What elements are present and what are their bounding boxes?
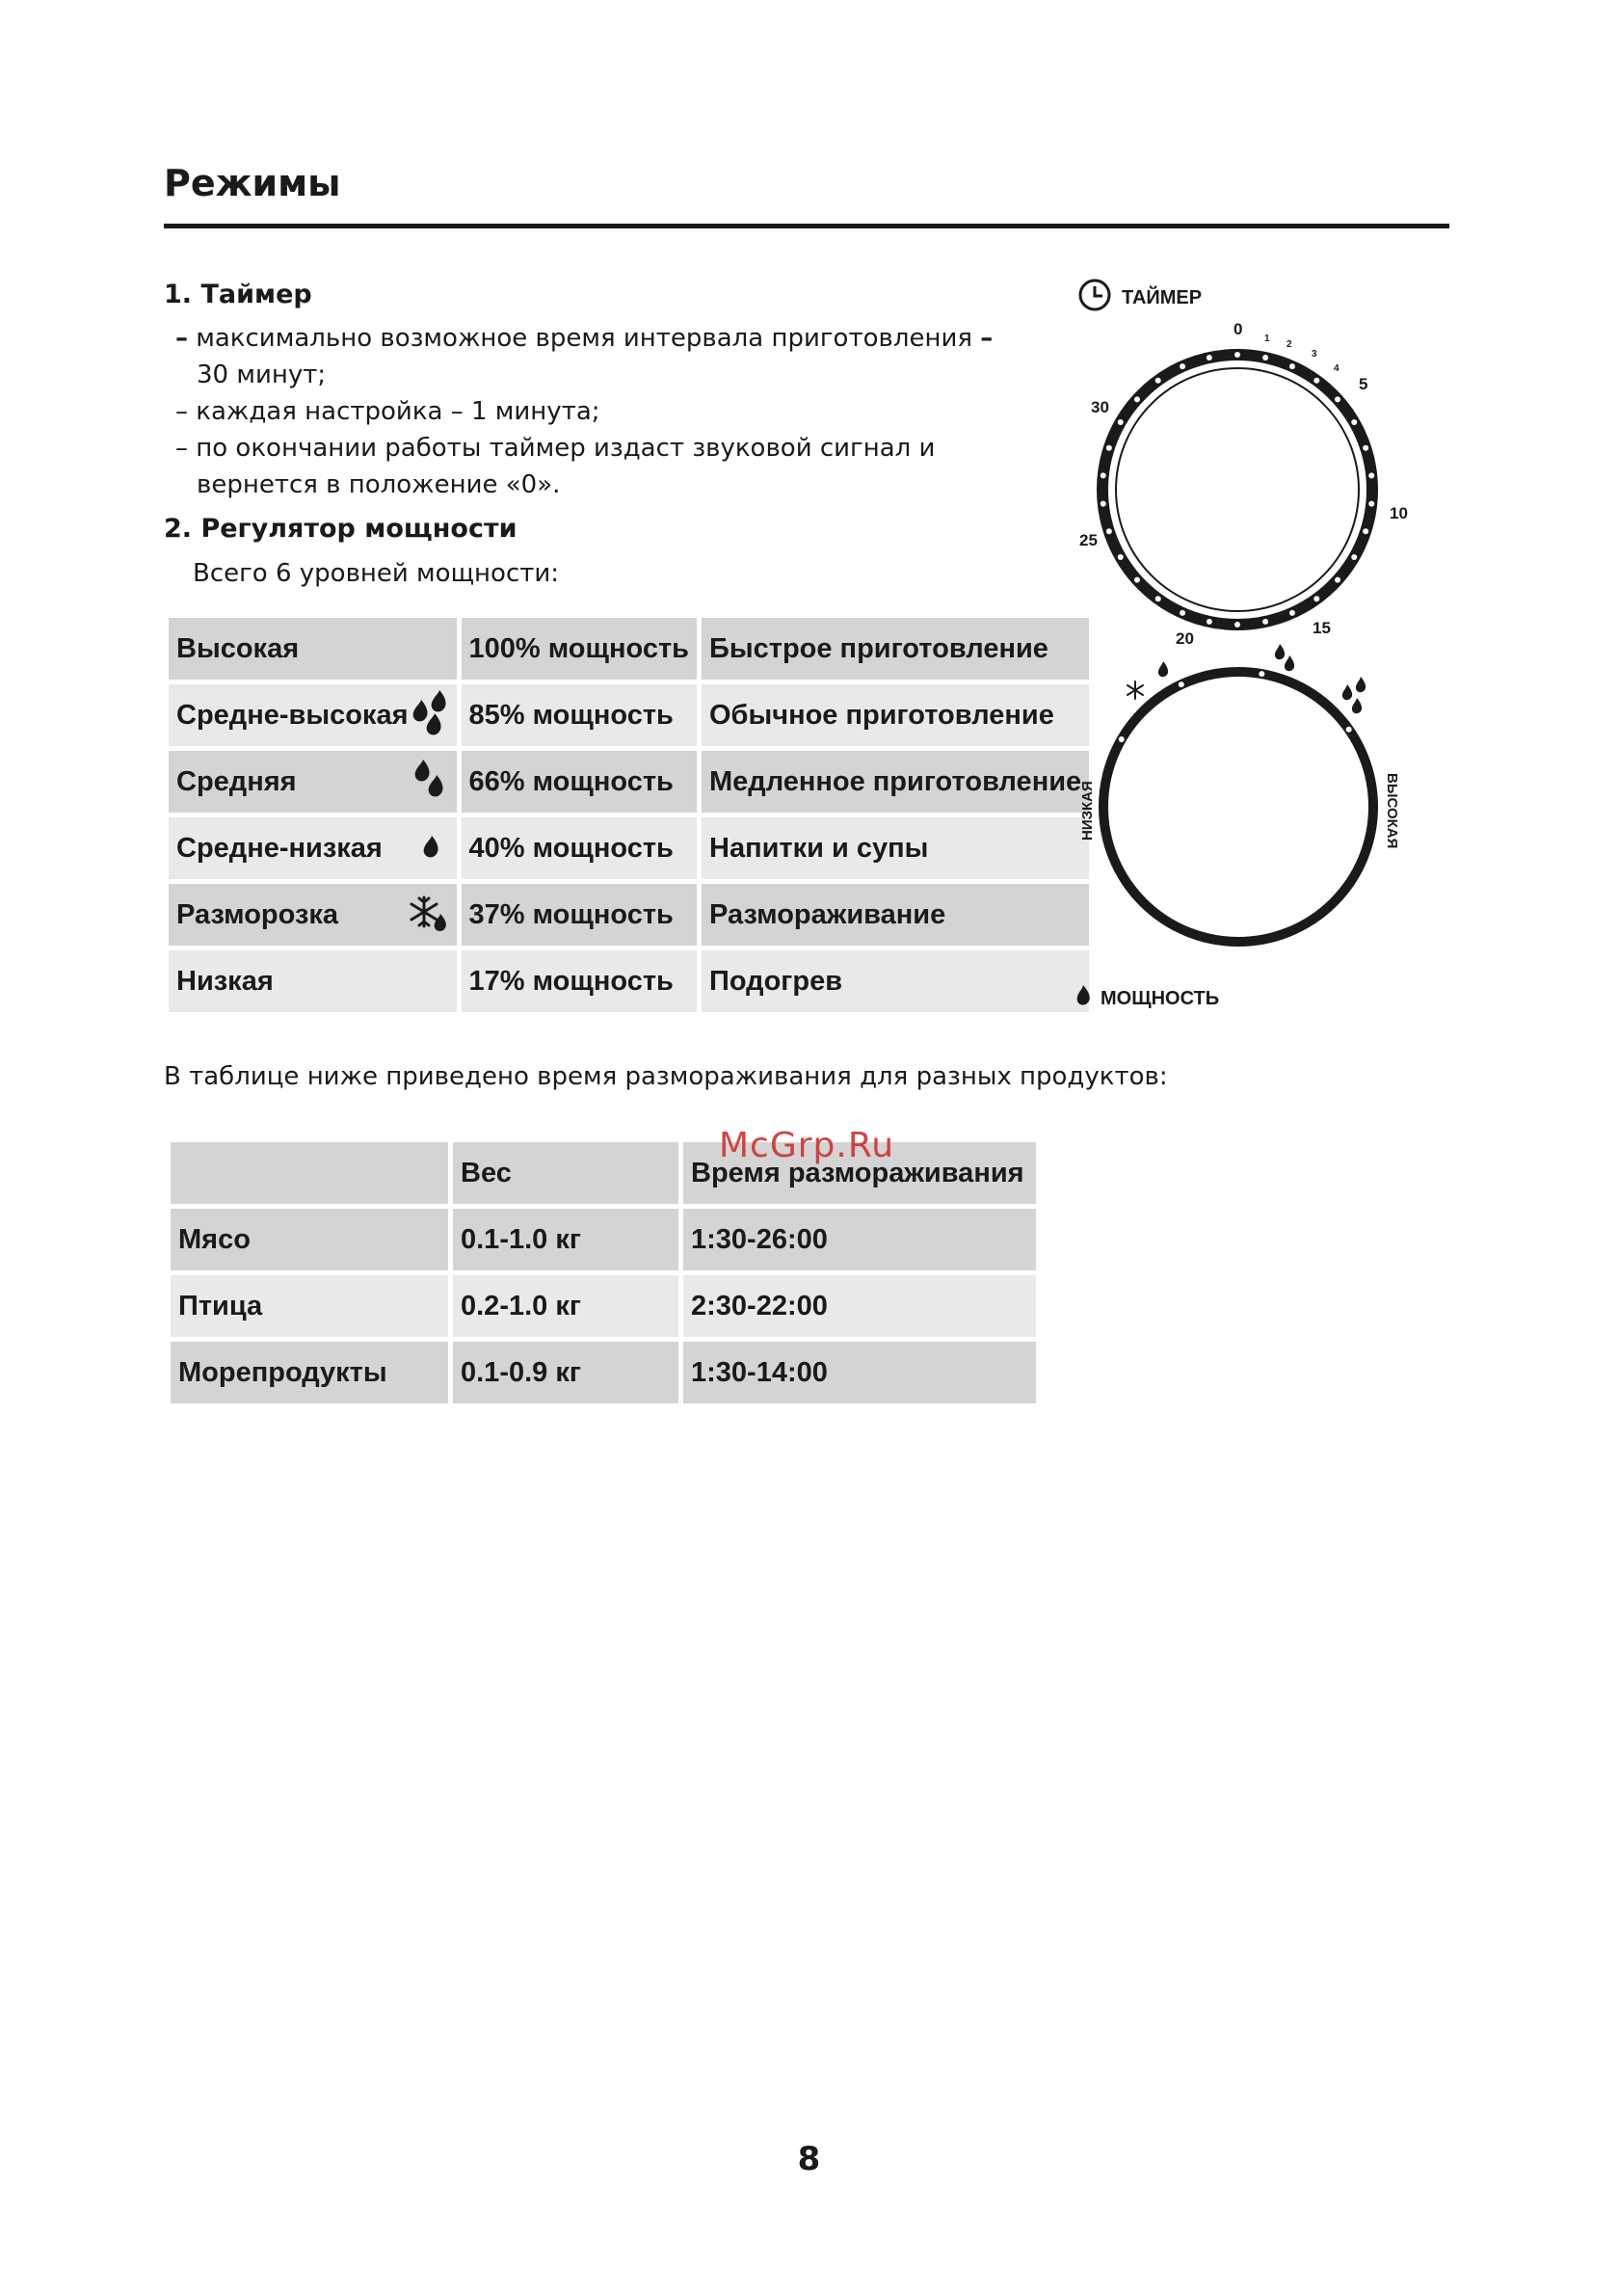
- power-tick-dot: [1346, 727, 1352, 733]
- level-power: 40% мощность: [462, 817, 698, 879]
- product-name: Птица: [171, 1275, 448, 1337]
- timer-mark-1: 1: [1264, 334, 1270, 344]
- level-power: 100% мощность: [462, 618, 698, 680]
- timer-tick-dot: [1313, 378, 1319, 384]
- level-name: Средне-низкая: [176, 832, 383, 864]
- header-time: Время размораживания: [683, 1142, 1036, 1204]
- power-tick-dot: [1179, 681, 1184, 687]
- table-row: [169, 684, 1089, 746]
- timer-tick-dot: [1313, 596, 1319, 601]
- level-name-cell: [169, 618, 457, 680]
- level-name: Средне-высокая: [176, 699, 409, 731]
- level-power: 85% мощность: [462, 684, 698, 746]
- timer-tick-dot: [1207, 355, 1212, 360]
- power-dial-ring[interactable]: [1103, 672, 1373, 942]
- timer-mark-3: 3: [1312, 349, 1317, 360]
- level-name-cell: [169, 684, 457, 746]
- timer-tick-dot: [1234, 352, 1240, 358]
- timer-mark-2: 2: [1286, 339, 1292, 350]
- level-purpose: Обычное приготовление: [702, 684, 1089, 746]
- timer-line-1-text: максимально возможное время интервала приготовления: [188, 324, 981, 353]
- timer-tick-dot: [1262, 619, 1268, 625]
- timer-tick-dot: [1155, 596, 1161, 601]
- timer-tick-dot: [1289, 610, 1295, 616]
- timer-tick-dot: [1262, 355, 1268, 360]
- timer-dial-label: ТАЙМЕР: [1122, 287, 1203, 308]
- table-row: [171, 1275, 1036, 1337]
- level-name: Низкая: [176, 965, 274, 997]
- timer-tick-dot: [1134, 396, 1140, 402]
- level-purpose: Напитки и супы: [702, 817, 1089, 879]
- level-name-cell: [169, 751, 457, 813]
- power-dial-low-label: НИЗКАЯ: [1079, 781, 1096, 841]
- page-number: 8: [797, 2140, 821, 2178]
- timer-line-1: [175, 320, 1043, 357]
- timer-tick-dot: [1335, 396, 1340, 402]
- defrost-table: [166, 1137, 1041, 1408]
- power-dial-label: МОЩНОСТЬ: [1101, 988, 1220, 1009]
- timer-tick-dot: [1118, 419, 1124, 425]
- timer-line-5: вернется в положение «0».: [197, 470, 561, 499]
- timer-mark-0: 0: [1233, 320, 1243, 338]
- timer-tick-dot: [1101, 472, 1106, 478]
- table-row: [171, 1209, 1036, 1270]
- timer-tick-dot: [1368, 501, 1374, 507]
- timer-tick-dot: [1363, 528, 1368, 534]
- timer-tick-dot: [1351, 554, 1357, 560]
- product-weight: 0.2-1.0 кг: [453, 1275, 678, 1337]
- power-tick-dot: [1119, 736, 1125, 742]
- level-name: Разморозка: [176, 898, 339, 930]
- table-row: [169, 884, 1089, 946]
- timer-tick-dot: [1101, 501, 1106, 507]
- timer-mark-30: 30: [1091, 398, 1109, 416]
- timer-mark-10: 10: [1390, 504, 1408, 522]
- level-name: Высокая: [176, 632, 300, 664]
- header-weight: Вес: [453, 1142, 678, 1204]
- timer-tick-dot: [1180, 610, 1185, 616]
- timer-mark-5: 5: [1359, 375, 1368, 393]
- two-drops-icon: [1275, 644, 1294, 671]
- timer-tick-dot: [1363, 445, 1368, 451]
- timer-line-3: – каждая настройка – 1 минута;: [175, 397, 600, 426]
- table-row: [169, 817, 1089, 879]
- timer-tick-dot: [1234, 622, 1240, 627]
- level-name-cell: [169, 884, 457, 946]
- timer-mark-4: 4: [1334, 363, 1339, 374]
- page-title: Режимы: [164, 162, 341, 204]
- timer-line-1-dash: –: [175, 324, 188, 353]
- timer-tick-dot: [1351, 419, 1357, 425]
- timer-tick-dot: [1207, 619, 1212, 625]
- power-tick-dot: [1259, 671, 1264, 677]
- snowflake-icon: [1127, 681, 1143, 699]
- control-dials: [1060, 260, 1446, 1031]
- timer-tick-dot: [1180, 363, 1185, 369]
- level-name-cell: [169, 950, 457, 1012]
- table-row: [169, 950, 1089, 1012]
- header-empty: [171, 1142, 448, 1204]
- level-name: Средняя: [176, 765, 297, 797]
- clock-icon: [1080, 280, 1109, 309]
- power-levels-table: [164, 613, 1094, 1017]
- defrost-intro: В таблице ниже приведено время размораживания для разных продуктов:: [164, 1062, 1168, 1091]
- table-header-row: [171, 1142, 1036, 1204]
- table-row: [169, 751, 1089, 813]
- three-drops-icon: [1342, 677, 1366, 713]
- product-name: Мясо: [171, 1209, 448, 1270]
- three-drops-icon: [409, 688, 449, 742]
- timer-tick-dot: [1289, 363, 1295, 369]
- product-weight: 0.1-1.0 кг: [453, 1209, 678, 1270]
- power-dial-high-label: ВЫСОКАЯ: [1384, 773, 1400, 849]
- timer-line-2: 30 минут;: [197, 360, 327, 389]
- power-drop-icon: [1077, 985, 1090, 1005]
- snowflake-drop-icon: [409, 894, 449, 935]
- level-purpose: Быстрое приготовление: [702, 618, 1089, 680]
- timer-tick-dot: [1155, 378, 1161, 384]
- timer-mark-25: 25: [1079, 531, 1098, 549]
- product-time: 1:30-26:00: [683, 1209, 1036, 1270]
- timer-dial-inner-ring: [1116, 368, 1359, 611]
- timer-mark-20: 20: [1176, 629, 1194, 648]
- one-drop-icon: [420, 834, 441, 863]
- product-time: 1:30-14:00: [683, 1342, 1036, 1403]
- product-time: 2:30-22:00: [683, 1275, 1036, 1337]
- level-purpose: Размораживание: [702, 884, 1089, 946]
- level-power: 17% мощность: [462, 950, 698, 1012]
- timer-tick-dot: [1134, 577, 1140, 583]
- product-weight: 0.1-0.9 кг: [453, 1342, 678, 1403]
- timer-tick-dot: [1106, 445, 1112, 451]
- timer-line-1-dash-end: –: [980, 324, 994, 353]
- timer-description: [175, 320, 1043, 503]
- timer-line-4: – по окончании работы таймер издаст звуковой сигнал и: [175, 434, 936, 463]
- timer-tick-dot: [1335, 577, 1340, 583]
- timer-tick-dot: [1118, 554, 1124, 560]
- drop-icon: [1158, 661, 1168, 677]
- watermark: McGrp.Ru: [719, 1126, 895, 1165]
- product-name: Морепродукты: [171, 1342, 448, 1403]
- timer-mark-15: 15: [1313, 619, 1331, 637]
- level-purpose: Медленное приготовление: [702, 751, 1089, 813]
- table-row: [171, 1342, 1036, 1403]
- power-intro: Всего 6 уровней мощности:: [193, 559, 560, 588]
- level-purpose: Подогрев: [702, 950, 1089, 1012]
- level-name-cell: [169, 817, 457, 879]
- power-heading: 2. Регулятор мощности: [164, 514, 517, 544]
- level-power: 66% мощность: [462, 751, 698, 813]
- timer-dial-ring[interactable]: [1102, 355, 1372, 625]
- level-power: 37% мощность: [462, 884, 698, 946]
- timer-heading: 1. Таймер: [164, 280, 312, 309]
- timer-tick-dot: [1368, 472, 1374, 478]
- two-drops-icon: [411, 758, 449, 806]
- timer-tick-dot: [1106, 528, 1112, 534]
- title-rule: [164, 224, 1449, 228]
- table-row: [169, 618, 1089, 680]
